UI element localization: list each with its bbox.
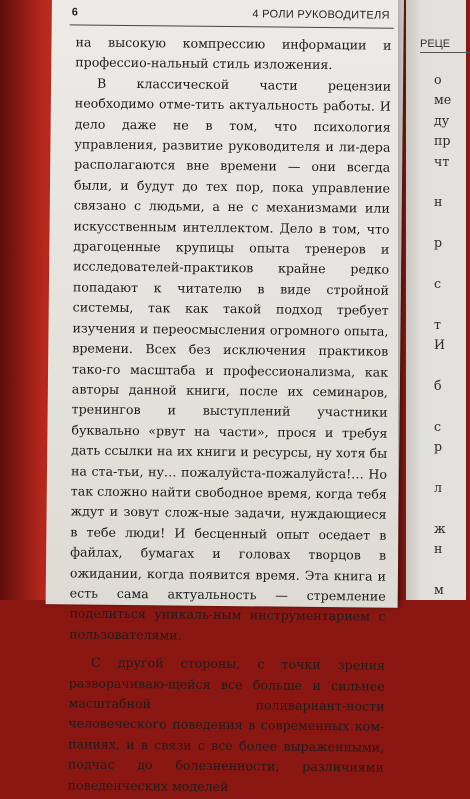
fragment: ж bbox=[434, 520, 446, 536]
paragraph-2: В классической части рецензии необходимо отме-тить актуальность работы. И дело даже не в том, что психология управления, развитие руководителя и ли-дера располагаются вне времени — они всегда были, и будут до тех пор, пока управление связано с людьми, а не с механизмами или искусственным интеллектом. Дело в том, что драгоценные крупицы опыта тренеров и исследователей-практиков крайне редко попадают к читателю в виде стройной системы, так как такой подход требует изучения и переосмысления огромного опыта, времени. Всех без исключения практиков тако-го масштаба и профессионализма, как авторы данной книги, после их семинаров, тренингов и выступлений участники буквально «рвут на части», прося и требуя дать ссылки на их книги и ресурсы, ну хотя бы на ста-тьи, ну… пожалуйста-пожалуйста!… Но так сложно найти свободное время, когда тебя ждут и зовут слож-ные задачи, нуждающиеся в тебе люди! И бесценный опыт оседает в файлах, бумагах и головах творцов в ожидании, когда появится время. Эта книга и есть сама актуальность — стремление поделиться уникаль-ным инструментарием с пользователями. bbox=[69, 75, 392, 643]
fragment: пр bbox=[434, 133, 451, 149]
fragment: о bbox=[434, 72, 442, 87]
fragment bbox=[434, 294, 451, 314]
fragment: м bbox=[434, 581, 444, 597]
fragment bbox=[434, 498, 451, 518]
paragraph-3: С другой стороны, с точки зрения разворачиваю-щейся все больше и сильнее масштабной поливариант-ности человеческого поведения в современных ком-паниях, и в связи с все более выраженными, подчас до болезненности, различиями поведенческих моделей bbox=[67, 654, 386, 794]
fragment bbox=[434, 559, 451, 579]
right-page-fragments bbox=[434, 70, 451, 600]
fragment: ду bbox=[434, 112, 450, 128]
right-running-head: РЕЦЕ bbox=[420, 38, 470, 53]
fragment bbox=[434, 254, 451, 274]
fragment: н bbox=[434, 540, 443, 556]
fragment: р bbox=[434, 235, 443, 251]
fragment: ме bbox=[434, 92, 452, 108]
body-text bbox=[68, 32, 392, 798]
page-number: 6 bbox=[71, 6, 78, 19]
fragment: чт bbox=[434, 153, 450, 169]
fragment: с bbox=[434, 418, 442, 434]
fragment bbox=[434, 396, 451, 416]
fragment bbox=[434, 213, 451, 233]
left-page bbox=[46, 0, 404, 794]
fragment: т bbox=[434, 316, 441, 332]
fragment bbox=[434, 457, 451, 477]
fragment bbox=[434, 355, 451, 375]
page-header bbox=[70, 6, 394, 28]
fragment: б bbox=[434, 377, 442, 393]
running-head: 4 РОЛИ РУКОВОДИТЕЛЯ bbox=[252, 8, 390, 22]
fragment: р bbox=[434, 439, 443, 455]
fragment: И bbox=[434, 337, 445, 353]
fragment bbox=[434, 172, 451, 192]
right-page bbox=[406, 0, 466, 600]
paragraph-1: на высокую компрессию информации и профессио-нальный стиль изложения. bbox=[75, 34, 392, 73]
fragment: л bbox=[434, 479, 443, 495]
fragment: с bbox=[434, 275, 442, 291]
fragment: н bbox=[434, 194, 443, 210]
